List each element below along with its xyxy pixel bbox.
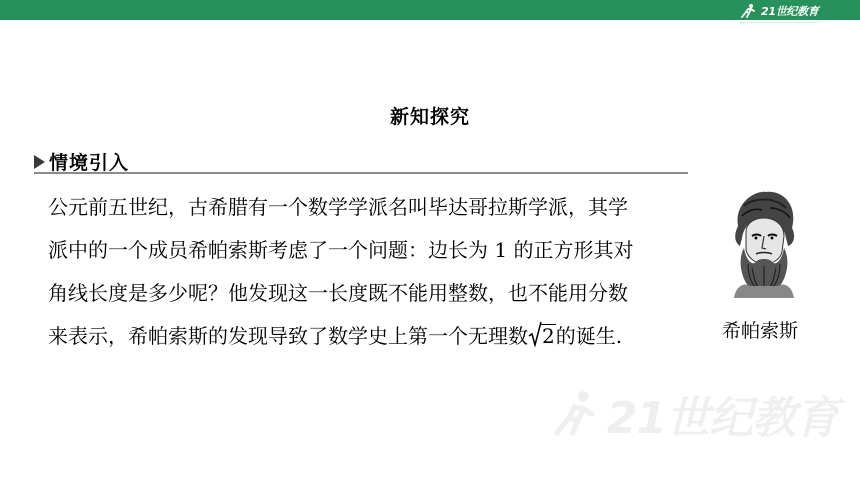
body-paragraph — [48, 186, 678, 358]
page-title: 新知探究 — [389, 106, 470, 128]
hippasus-portrait — [714, 186, 810, 298]
watermark — [548, 374, 838, 454]
radical-sign-icon — [528, 321, 542, 347]
section-label: 情境引入 — [49, 152, 130, 174]
portrait-caption: 希帕索斯 — [721, 320, 798, 342]
play-triangle-icon — [34, 155, 45, 169]
runner-icon — [738, 3, 758, 19]
brand-url-line — [740, 22, 820, 27]
paragraph-line-last — [48, 315, 678, 358]
paragraph-line: 公元前五世纪，古希腊有一个数学学派名叫毕达哥拉斯学派，其学 — [48, 195, 628, 219]
last-line-before: 来表示，希帕索斯的发现导致了数学史上第一个无理数 — [48, 324, 528, 348]
watermark-runner-icon — [548, 384, 601, 444]
sqrt-radicand: 2 — [542, 324, 555, 348]
paragraph-line: 角线长度是多少呢？他发现这一长度既不能用整数，也不能用分数 — [48, 281, 628, 305]
brand-text: 21世纪教育 — [761, 5, 819, 18]
section-header — [34, 148, 129, 175]
watermark-text: 21世纪教育 — [606, 393, 838, 444]
last-line-after: 的诞生. — [555, 324, 623, 348]
brand-logo — [738, 2, 830, 20]
paragraph-line: 派中的一个成员希帕索斯考虑了一个问题：边长为 1 的正方形其对 — [48, 238, 634, 262]
sqrt-expression — [528, 315, 556, 358]
header-bar — [0, 0, 860, 20]
section-divider — [34, 172, 688, 174]
